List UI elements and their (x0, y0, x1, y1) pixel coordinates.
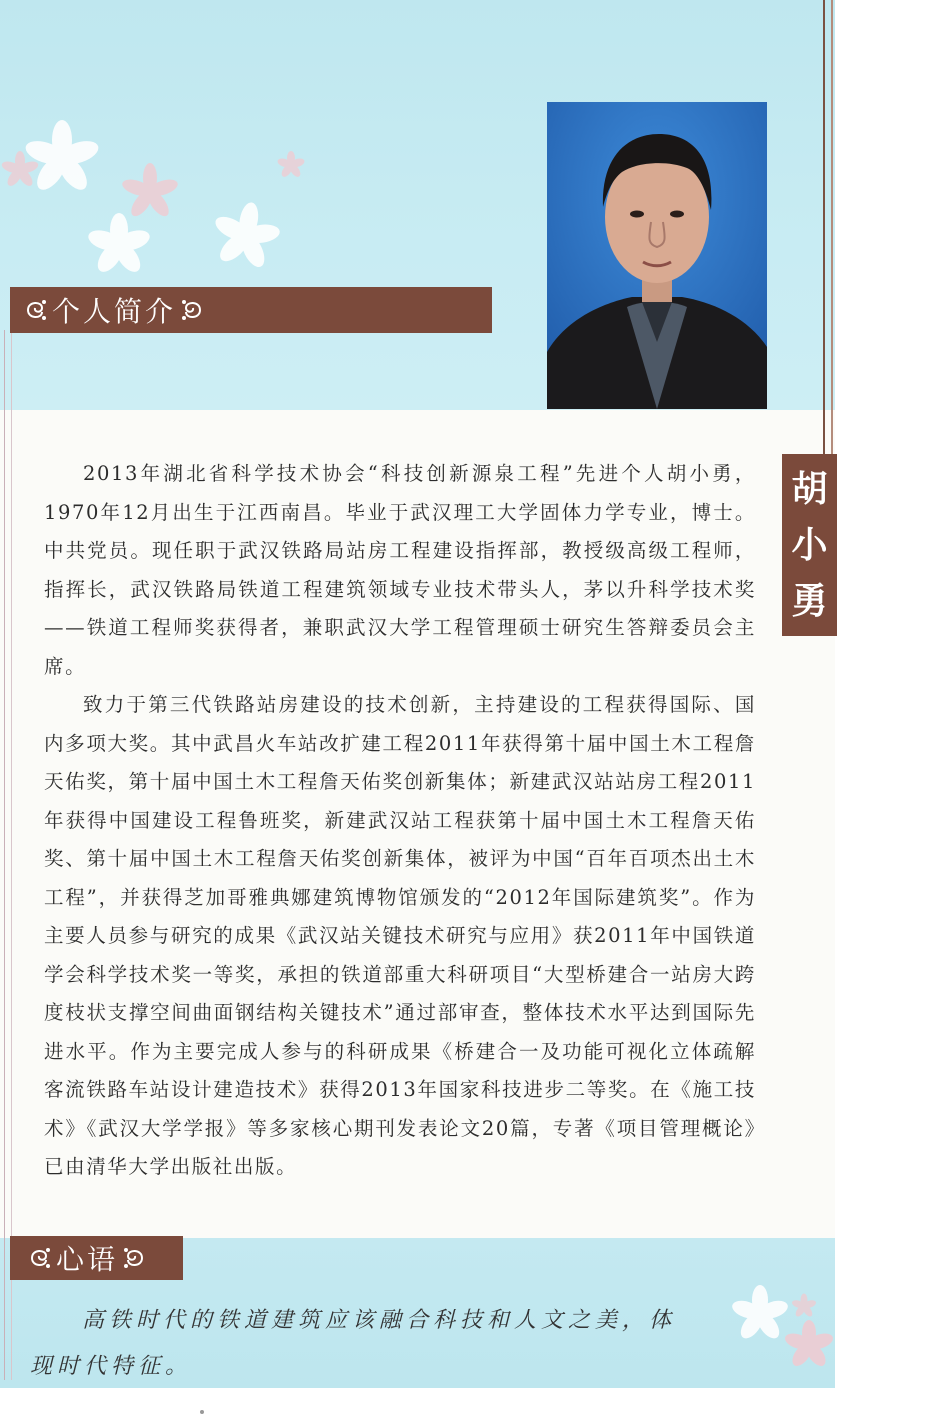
bio-paragraph: 致力于第三代铁路站房建设的技术创新，主持建设的工程获得国际、国内多项大奖。其中武昌火车站改扩建工程2011年获得第十届中国土木工程詹天佑奖，第十届中国土木工程詹天佑奖创新集体；新建武汉站站房工程2011年获得中国建设工程鲁班奖，新建武汉站工程获第十届中国土木工程詹天佑奖、第十届中国土木工程詹天佑奖创新集体，被评为中国“百年百项杰出土木工程”，并获得芝加哥雅典娜建筑博物馆颁发的“2012年国际建筑奖”。作为主要人员参与研究的成果《武汉站关键技术研究与应用》获2011年中国铁道学会科学技术奖一等奖，承担的铁道部重大科研项目“大型桥建合一站房大跨度枝状支撑空间曲面钢结构关键技术”通过部审查，整体技术水平达到国际先进水平。作为主要完成人参与的科研成果《桥建合一及功能可视化立体疏解客流铁路车站设计建造技术》获得2013年国家科技进步二等奖。在《施工技术》《武汉大学学报》等多家核心期刊发表论文20篇，专著《项目管理概论》已由清华大学出版社出版。 (44, 693, 756, 1178)
scroll-ornament-icon (122, 1243, 148, 1273)
section-title: 心语 (56, 1243, 119, 1276)
section-header-words (10, 1236, 183, 1280)
name-plate (782, 454, 837, 636)
name-character: 小 (791, 524, 828, 566)
bio-paragraph: 2013年湖北省科学技术协会“科技创新源泉工程”先进个人胡小勇，1970年12月出生于江西南昌。毕业于武汉理工大学固体力学专业，博士。中共党员。现任职于武汉铁路局站房工程建设指挥部，教授级高级工程师，指挥长，武汉铁路局铁道工程建筑领域专业技术带头人，茅以升科学技术奖——铁道工程师奖获得者，兼职武汉大学工程管理硕士研究生答辩委员会主席。 (44, 462, 756, 678)
flower-icon (84, 210, 154, 280)
quote-line: 高铁时代的铁道建筑应该融合科技和人文之美，体 (82, 1308, 677, 1333)
scroll-ornament-icon (26, 1243, 52, 1273)
section-title: 个人简介 (52, 295, 177, 328)
section-header-intro (10, 287, 492, 333)
flower-icon (782, 1318, 836, 1372)
scroll-ornament-icon (180, 295, 206, 325)
biography (44, 455, 756, 1187)
flower-icon (210, 200, 282, 272)
decorative-rule (4, 330, 12, 1380)
flower-icon (276, 150, 306, 180)
flower-icon (790, 1292, 818, 1320)
portrait-photo (547, 102, 767, 409)
personal-quote (30, 1298, 710, 1390)
print-mark (200, 1410, 204, 1414)
scroll-ornament-icon (22, 295, 48, 325)
decorative-rule (823, 0, 833, 455)
name-character: 胡 (791, 468, 828, 510)
quote-line: 现时代特征。 (30, 1354, 193, 1379)
name-character: 勇 (791, 580, 828, 622)
flower-icon (0, 150, 40, 190)
